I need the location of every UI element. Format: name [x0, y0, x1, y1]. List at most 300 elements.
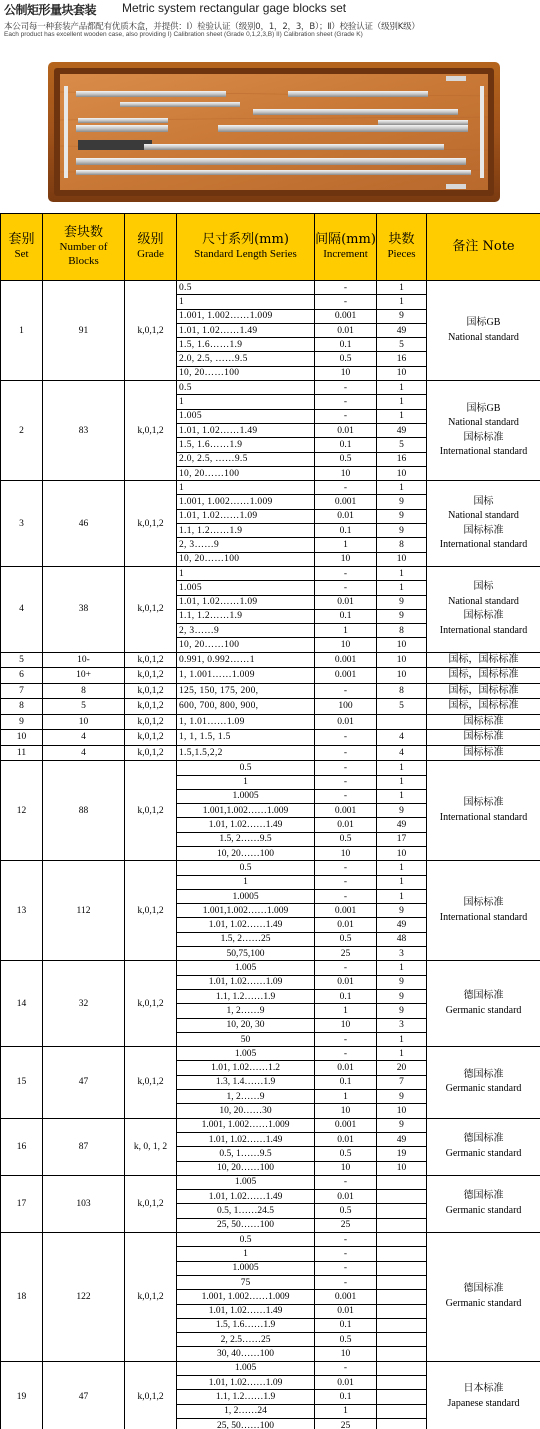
pieces: 48 — [377, 932, 427, 946]
pieces: 8 — [377, 624, 427, 638]
block-count: 32 — [43, 961, 125, 1047]
length-series: 50,75,100 — [177, 947, 315, 961]
length-series: 1 — [177, 395, 315, 409]
note-line: 德国标准 — [463, 990, 504, 1002]
length-series: 2, 3……9 — [177, 624, 315, 638]
increment: 0.001 — [315, 668, 377, 684]
note-line: 国标标准 — [463, 731, 504, 743]
note — [427, 381, 540, 481]
note — [427, 961, 540, 1047]
length-series: 1.01, 1.02……1.09 — [177, 1375, 315, 1389]
increment: - — [315, 730, 377, 746]
length-series: 10, 20……100 — [177, 366, 315, 380]
note-line: Germanic standard — [445, 1297, 522, 1309]
set-number: 16 — [1, 1118, 43, 1175]
block-count: 91 — [43, 281, 125, 381]
length-series: 25, 50……100 — [177, 1218, 315, 1232]
pieces: 49 — [377, 918, 427, 932]
grade: k,0,1,2 — [125, 1175, 177, 1232]
note-line: 德国标准 — [463, 1133, 504, 1145]
note-line: 国标GB — [466, 317, 501, 329]
note-line: 德国标准 — [463, 1190, 504, 1202]
note — [427, 699, 540, 715]
note-line: National standard — [448, 510, 519, 522]
set-number: 1 — [1, 281, 43, 381]
length-series: 1.1, 1.2……1.9 — [177, 989, 315, 1003]
pieces: 1 — [377, 789, 427, 803]
grade: k,0,1,2 — [125, 683, 177, 699]
increment: - — [315, 1175, 377, 1189]
pieces: 1 — [377, 395, 427, 409]
pieces: 1 — [377, 281, 427, 295]
increment: - — [315, 961, 377, 975]
grade: k,0,1,2 — [125, 381, 177, 481]
pieces: 9 — [377, 609, 427, 623]
increment: 25 — [315, 1418, 377, 1429]
note-line: 国标 — [473, 495, 494, 507]
increment: - — [315, 1261, 377, 1275]
increment: 0.001 — [315, 1118, 377, 1132]
block-count: 38 — [43, 566, 125, 652]
intro-text-english: Each product has excellent wooden case, also providing I) Calibration sheet (Grade 0,1,2,3,B) II) Calibration sheet (Grade K) — [4, 31, 363, 38]
pieces — [377, 1204, 427, 1218]
table-row — [1, 481, 540, 495]
pieces — [377, 1275, 427, 1289]
grade: k,0,1,2 — [125, 961, 177, 1047]
increment: 0.5 — [315, 932, 377, 946]
increment: 0.5 — [315, 352, 377, 366]
length-series: 10, 20……100 — [177, 638, 315, 652]
grade: k,0,1,2 — [125, 745, 177, 761]
pieces — [377, 1347, 427, 1361]
note-line: National standard — [448, 417, 519, 429]
note — [427, 652, 540, 668]
set-number: 19 — [1, 1361, 43, 1429]
block-count: 122 — [43, 1233, 125, 1362]
increment: - — [315, 1047, 377, 1061]
column-header-zh: 级别 — [137, 232, 164, 247]
note-line: Germanic standard — [445, 1083, 522, 1095]
length-series: 0.5 — [177, 861, 315, 875]
length-series: 1, 1, 1.5, 1.5 — [177, 730, 315, 746]
length-series: 1.005 — [177, 961, 315, 975]
note — [427, 730, 540, 746]
grade: k,0,1,2 — [125, 566, 177, 652]
increment: - — [315, 381, 377, 395]
note-line: Germanic standard — [445, 1204, 522, 1216]
pieces: 7 — [377, 1075, 427, 1089]
length-series: 600, 700, 800, 900, — [177, 699, 315, 715]
increment: - — [315, 409, 377, 423]
block-count: 10 — [43, 714, 125, 730]
length-series: 1.3, 1.4……1.9 — [177, 1075, 315, 1089]
pieces — [377, 714, 427, 730]
increment: - — [315, 481, 377, 495]
note-line: 日本标准 — [463, 1383, 504, 1395]
note — [427, 861, 540, 961]
length-series: 75 — [177, 1275, 315, 1289]
increment: 0.01 — [315, 323, 377, 337]
increment: 0.01 — [315, 1190, 377, 1204]
length-series: 1.01, 1.02……1.09 — [177, 509, 315, 523]
increment: - — [315, 1247, 377, 1261]
length-series: 10, 20……100 — [177, 1161, 315, 1175]
increment: 0.01 — [315, 595, 377, 609]
length-series: 0.5 — [177, 1233, 315, 1247]
block-count: 5 — [43, 699, 125, 715]
pieces: 49 — [377, 323, 427, 337]
pieces: 10 — [377, 638, 427, 652]
length-series: 1.005 — [177, 1175, 315, 1189]
pieces: 9 — [377, 904, 427, 918]
block-count: 4 — [43, 730, 125, 746]
note-line: 国标，国标标准 — [448, 653, 519, 665]
length-series: 10, 20……100 — [177, 847, 315, 861]
note — [427, 683, 540, 699]
table-row — [1, 1175, 540, 1189]
length-series: 1.01, 1.02……1.49 — [177, 918, 315, 932]
length-series: 1.001, 1.002……1.009 — [177, 495, 315, 509]
length-series: 1.0005 — [177, 889, 315, 903]
page-title-english: Metric system rectangular gage blocks set — [122, 1, 347, 15]
length-series: 0.5, 1……24.5 — [177, 1204, 315, 1218]
length-series: 1.01, 1.02……1.49 — [177, 818, 315, 832]
increment: - — [315, 1361, 377, 1375]
pieces: 9 — [377, 309, 427, 323]
increment: 0.5 — [315, 1204, 377, 1218]
length-series: 1.0005 — [177, 1261, 315, 1275]
note-line: 德国标准 — [463, 1283, 504, 1295]
pieces: 3 — [377, 947, 427, 961]
grade: k,0,1,2 — [125, 761, 177, 861]
set-number: 17 — [1, 1175, 43, 1232]
increment: - — [315, 1032, 377, 1046]
column-header-zh: 备注 Note — [452, 238, 515, 254]
block-count: 87 — [43, 1118, 125, 1175]
note — [427, 1361, 540, 1429]
grade: k,0,1,2 — [125, 730, 177, 746]
block-count: 10+ — [43, 668, 125, 684]
block-count: 8 — [43, 683, 125, 699]
increment: 10 — [315, 1104, 377, 1118]
pieces: 5 — [377, 438, 427, 452]
length-series: 1 — [177, 481, 315, 495]
length-series: 125, 150, 175, 200, — [177, 683, 315, 699]
increment: 10 — [315, 366, 377, 380]
length-series: 1.005 — [177, 409, 315, 423]
increment: 0.5 — [315, 832, 377, 846]
length-series: 2, 2.5……25 — [177, 1333, 315, 1347]
pieces: 9 — [377, 595, 427, 609]
note-line: 国标标准 — [463, 897, 504, 909]
note — [427, 761, 540, 861]
length-series: 1, 1.001……1.009 — [177, 668, 315, 684]
increment: 0.01 — [315, 1375, 377, 1389]
length-series: 1.001, 1.002……1.009 — [177, 309, 315, 323]
length-series: 1.01, 1.02……1.09 — [177, 975, 315, 989]
set-number: 12 — [1, 761, 43, 861]
increment: 0.01 — [315, 509, 377, 523]
pieces — [377, 1404, 427, 1418]
wooden-case-photo — [48, 62, 500, 202]
column-header-zh: 套别 — [8, 232, 35, 247]
note — [427, 1118, 540, 1175]
block-count: 4 — [43, 745, 125, 761]
grade: k,0,1,2 — [125, 714, 177, 730]
note-line: International standard — [439, 539, 528, 551]
set-number: 8 — [1, 699, 43, 715]
increment: 0.1 — [315, 338, 377, 352]
increment: 25 — [315, 1218, 377, 1232]
table-header-row — [1, 214, 540, 281]
page-header — [0, 0, 540, 56]
pieces: 10 — [377, 668, 427, 684]
note-line: National standard — [448, 331, 519, 343]
note-line: International standard — [439, 911, 528, 923]
length-series: 1.01, 1.02……1.49 — [177, 1304, 315, 1318]
table-body — [1, 281, 540, 1429]
note-line: 国标标准 — [463, 431, 504, 443]
pieces: 9 — [377, 509, 427, 523]
length-series: 1.01, 1.02……1.49 — [177, 423, 315, 437]
table-row — [1, 730, 540, 746]
increment: - — [315, 889, 377, 903]
pieces: 9 — [377, 804, 427, 818]
length-series: 25, 50……100 — [177, 1418, 315, 1429]
increment: 0.01 — [315, 1061, 377, 1075]
length-series: 1.5, 1.6……1.9 — [177, 438, 315, 452]
pieces: 10 — [377, 1104, 427, 1118]
set-number: 9 — [1, 714, 43, 730]
grade: k,0,1,2 — [125, 1361, 177, 1429]
increment: 0.1 — [315, 609, 377, 623]
length-series: 10, 20……100 — [177, 552, 315, 566]
increment: 1 — [315, 538, 377, 552]
pieces: 1 — [377, 1047, 427, 1061]
pieces: 4 — [377, 745, 427, 761]
increment: 1 — [315, 1004, 377, 1018]
increment: - — [315, 1275, 377, 1289]
pieces: 1 — [377, 889, 427, 903]
table-row — [1, 714, 540, 730]
length-series: 1.1, 1.2……1.9 — [177, 1390, 315, 1404]
note-line: International standard — [439, 624, 528, 636]
increment: 10 — [315, 1161, 377, 1175]
length-series: 10, 20……30 — [177, 1104, 315, 1118]
length-series: 50 — [177, 1032, 315, 1046]
pieces: 9 — [377, 989, 427, 1003]
pieces — [377, 1247, 427, 1261]
note — [427, 714, 540, 730]
pieces: 10 — [377, 652, 427, 668]
increment: - — [315, 683, 377, 699]
grade: k,0,1,2 — [125, 481, 177, 567]
pieces: 1 — [377, 409, 427, 423]
note — [427, 281, 540, 381]
note-line: 国标，国标标准 — [448, 684, 519, 696]
length-series: 1.1, 1.2……1.9 — [177, 524, 315, 538]
increment: - — [315, 295, 377, 309]
length-series: 2.0, 2.5, ……9.5 — [177, 452, 315, 466]
column-header-increment — [315, 214, 377, 281]
pieces: 1 — [377, 875, 427, 889]
length-series: 2.0, 2.5, ……9.5 — [177, 352, 315, 366]
block-count: 112 — [43, 861, 125, 961]
note-line: 国标GB — [466, 402, 501, 414]
column-header-zh: 套块数 — [63, 225, 103, 241]
grade: k,0,1,2 — [125, 1233, 177, 1362]
increment: 0.001 — [315, 804, 377, 818]
note — [427, 566, 540, 652]
increment: 10 — [315, 552, 377, 566]
column-header-en: Grade — [137, 248, 164, 261]
increment: 0.5 — [315, 1147, 377, 1161]
column-header-en: Pieces — [387, 248, 416, 261]
increment: - — [315, 761, 377, 775]
length-series: 1, 2……24 — [177, 1404, 315, 1418]
set-number: 13 — [1, 861, 43, 961]
block-count: 46 — [43, 481, 125, 567]
pieces: 17 — [377, 832, 427, 846]
pieces: 1 — [377, 775, 427, 789]
grade: k,0,1,2 — [125, 699, 177, 715]
pieces: 9 — [377, 1118, 427, 1132]
table-row — [1, 668, 540, 684]
table-row — [1, 761, 540, 775]
block-count: 83 — [43, 381, 125, 481]
length-series: 1.001,1.002……1.009 — [177, 804, 315, 818]
set-number: 18 — [1, 1233, 43, 1362]
set-number: 14 — [1, 961, 43, 1047]
column-header-zh: 间隔(mm) — [315, 232, 376, 247]
pieces: 16 — [377, 452, 427, 466]
increment: 25 — [315, 947, 377, 961]
table-row — [1, 683, 540, 699]
table-row — [1, 699, 540, 715]
length-series: 1.01, 1.02……1.49 — [177, 1132, 315, 1146]
length-series: 1.0005 — [177, 789, 315, 803]
pieces: 10 — [377, 847, 427, 861]
length-series: 1.5,1.5,2,2 — [177, 745, 315, 761]
increment: - — [315, 775, 377, 789]
increment: - — [315, 581, 377, 595]
length-series: 1.01, 1.02……1.49 — [177, 323, 315, 337]
length-series: 1.005 — [177, 1047, 315, 1061]
length-series: 1.01, 1.02……1.49 — [177, 1190, 315, 1204]
pieces: 9 — [377, 1090, 427, 1104]
length-series: 1.001, 1.002……1.009 — [177, 1118, 315, 1132]
length-series: 0.5 — [177, 281, 315, 295]
pieces: 19 — [377, 1147, 427, 1161]
length-series: 1.01, 1.02……1.2 — [177, 1061, 315, 1075]
length-series: 1 — [177, 566, 315, 580]
pieces: 4 — [377, 730, 427, 746]
length-series: 1 — [177, 295, 315, 309]
table-row — [1, 1233, 540, 1247]
pieces: 8 — [377, 683, 427, 699]
length-series: 1, 1.01……1.09 — [177, 714, 315, 730]
pieces: 8 — [377, 538, 427, 552]
note-line: 国标标准 — [463, 797, 504, 809]
column-header-blocks — [43, 214, 125, 281]
note — [427, 668, 540, 684]
length-series: 1.5, 1.6……1.9 — [177, 338, 315, 352]
pieces — [377, 1390, 427, 1404]
increment: 0.001 — [315, 309, 377, 323]
increment: - — [315, 281, 377, 295]
length-series: 1.01, 1.02……1.09 — [177, 595, 315, 609]
length-series: 1 — [177, 775, 315, 789]
increment: 10 — [315, 847, 377, 861]
pieces — [377, 1333, 427, 1347]
length-series: 10, 20, 30 — [177, 1018, 315, 1032]
set-number: 7 — [1, 683, 43, 699]
note-line: Japanese standard — [447, 1397, 520, 1409]
length-series: 1.5, 2……9.5 — [177, 832, 315, 846]
set-number: 2 — [1, 381, 43, 481]
note-line: 德国标准 — [463, 1068, 504, 1080]
note-line: Germanic standard — [445, 1147, 522, 1159]
increment: - — [315, 395, 377, 409]
increment: 10 — [315, 638, 377, 652]
column-header-zh: 尺寸系列(mm) — [202, 232, 289, 247]
length-series: 1.5, 2……25 — [177, 932, 315, 946]
length-series: 30, 40……100 — [177, 1347, 315, 1361]
table-row — [1, 1118, 540, 1132]
increment: 10 — [315, 466, 377, 480]
pieces: 49 — [377, 818, 427, 832]
grade: k,0,1,2 — [125, 668, 177, 684]
pieces: 9 — [377, 975, 427, 989]
pieces — [377, 1318, 427, 1332]
set-number: 15 — [1, 1047, 43, 1118]
increment: 0.5 — [315, 1333, 377, 1347]
column-header-note — [427, 214, 540, 281]
length-series: 0.5 — [177, 381, 315, 395]
increment: 0.001 — [315, 904, 377, 918]
pieces: 20 — [377, 1061, 427, 1075]
table-row — [1, 745, 540, 761]
increment: 0.1 — [315, 989, 377, 1003]
increment: 10 — [315, 1018, 377, 1032]
length-series: 1.001,1.002……1.009 — [177, 904, 315, 918]
increment: 10 — [315, 1347, 377, 1361]
pieces: 10 — [377, 466, 427, 480]
column-header-pieces — [377, 214, 427, 281]
note-line: 国标，国标标准 — [448, 700, 519, 712]
column-header-en: Set — [14, 248, 29, 261]
note-line: 国标标准 — [463, 524, 504, 536]
gage-blocks-table — [0, 213, 540, 1429]
increment: 0.01 — [315, 818, 377, 832]
increment: - — [315, 1233, 377, 1247]
pieces: 16 — [377, 352, 427, 366]
increment: 1 — [315, 1404, 377, 1418]
pieces — [377, 1233, 427, 1247]
increment: 0.01 — [315, 1132, 377, 1146]
length-series: 1.001, 1.002……1.009 — [177, 1290, 315, 1304]
grade: k,0,1,2 — [125, 861, 177, 961]
increment: 0.01 — [315, 975, 377, 989]
block-count: 103 — [43, 1175, 125, 1232]
block-count: 88 — [43, 761, 125, 861]
length-series: 0.5 — [177, 761, 315, 775]
column-header-en: Standard Length Series — [194, 248, 297, 261]
pieces: 10 — [377, 552, 427, 566]
block-count: 47 — [43, 1047, 125, 1118]
pieces — [377, 1175, 427, 1189]
block-count: 47 — [43, 1361, 125, 1429]
